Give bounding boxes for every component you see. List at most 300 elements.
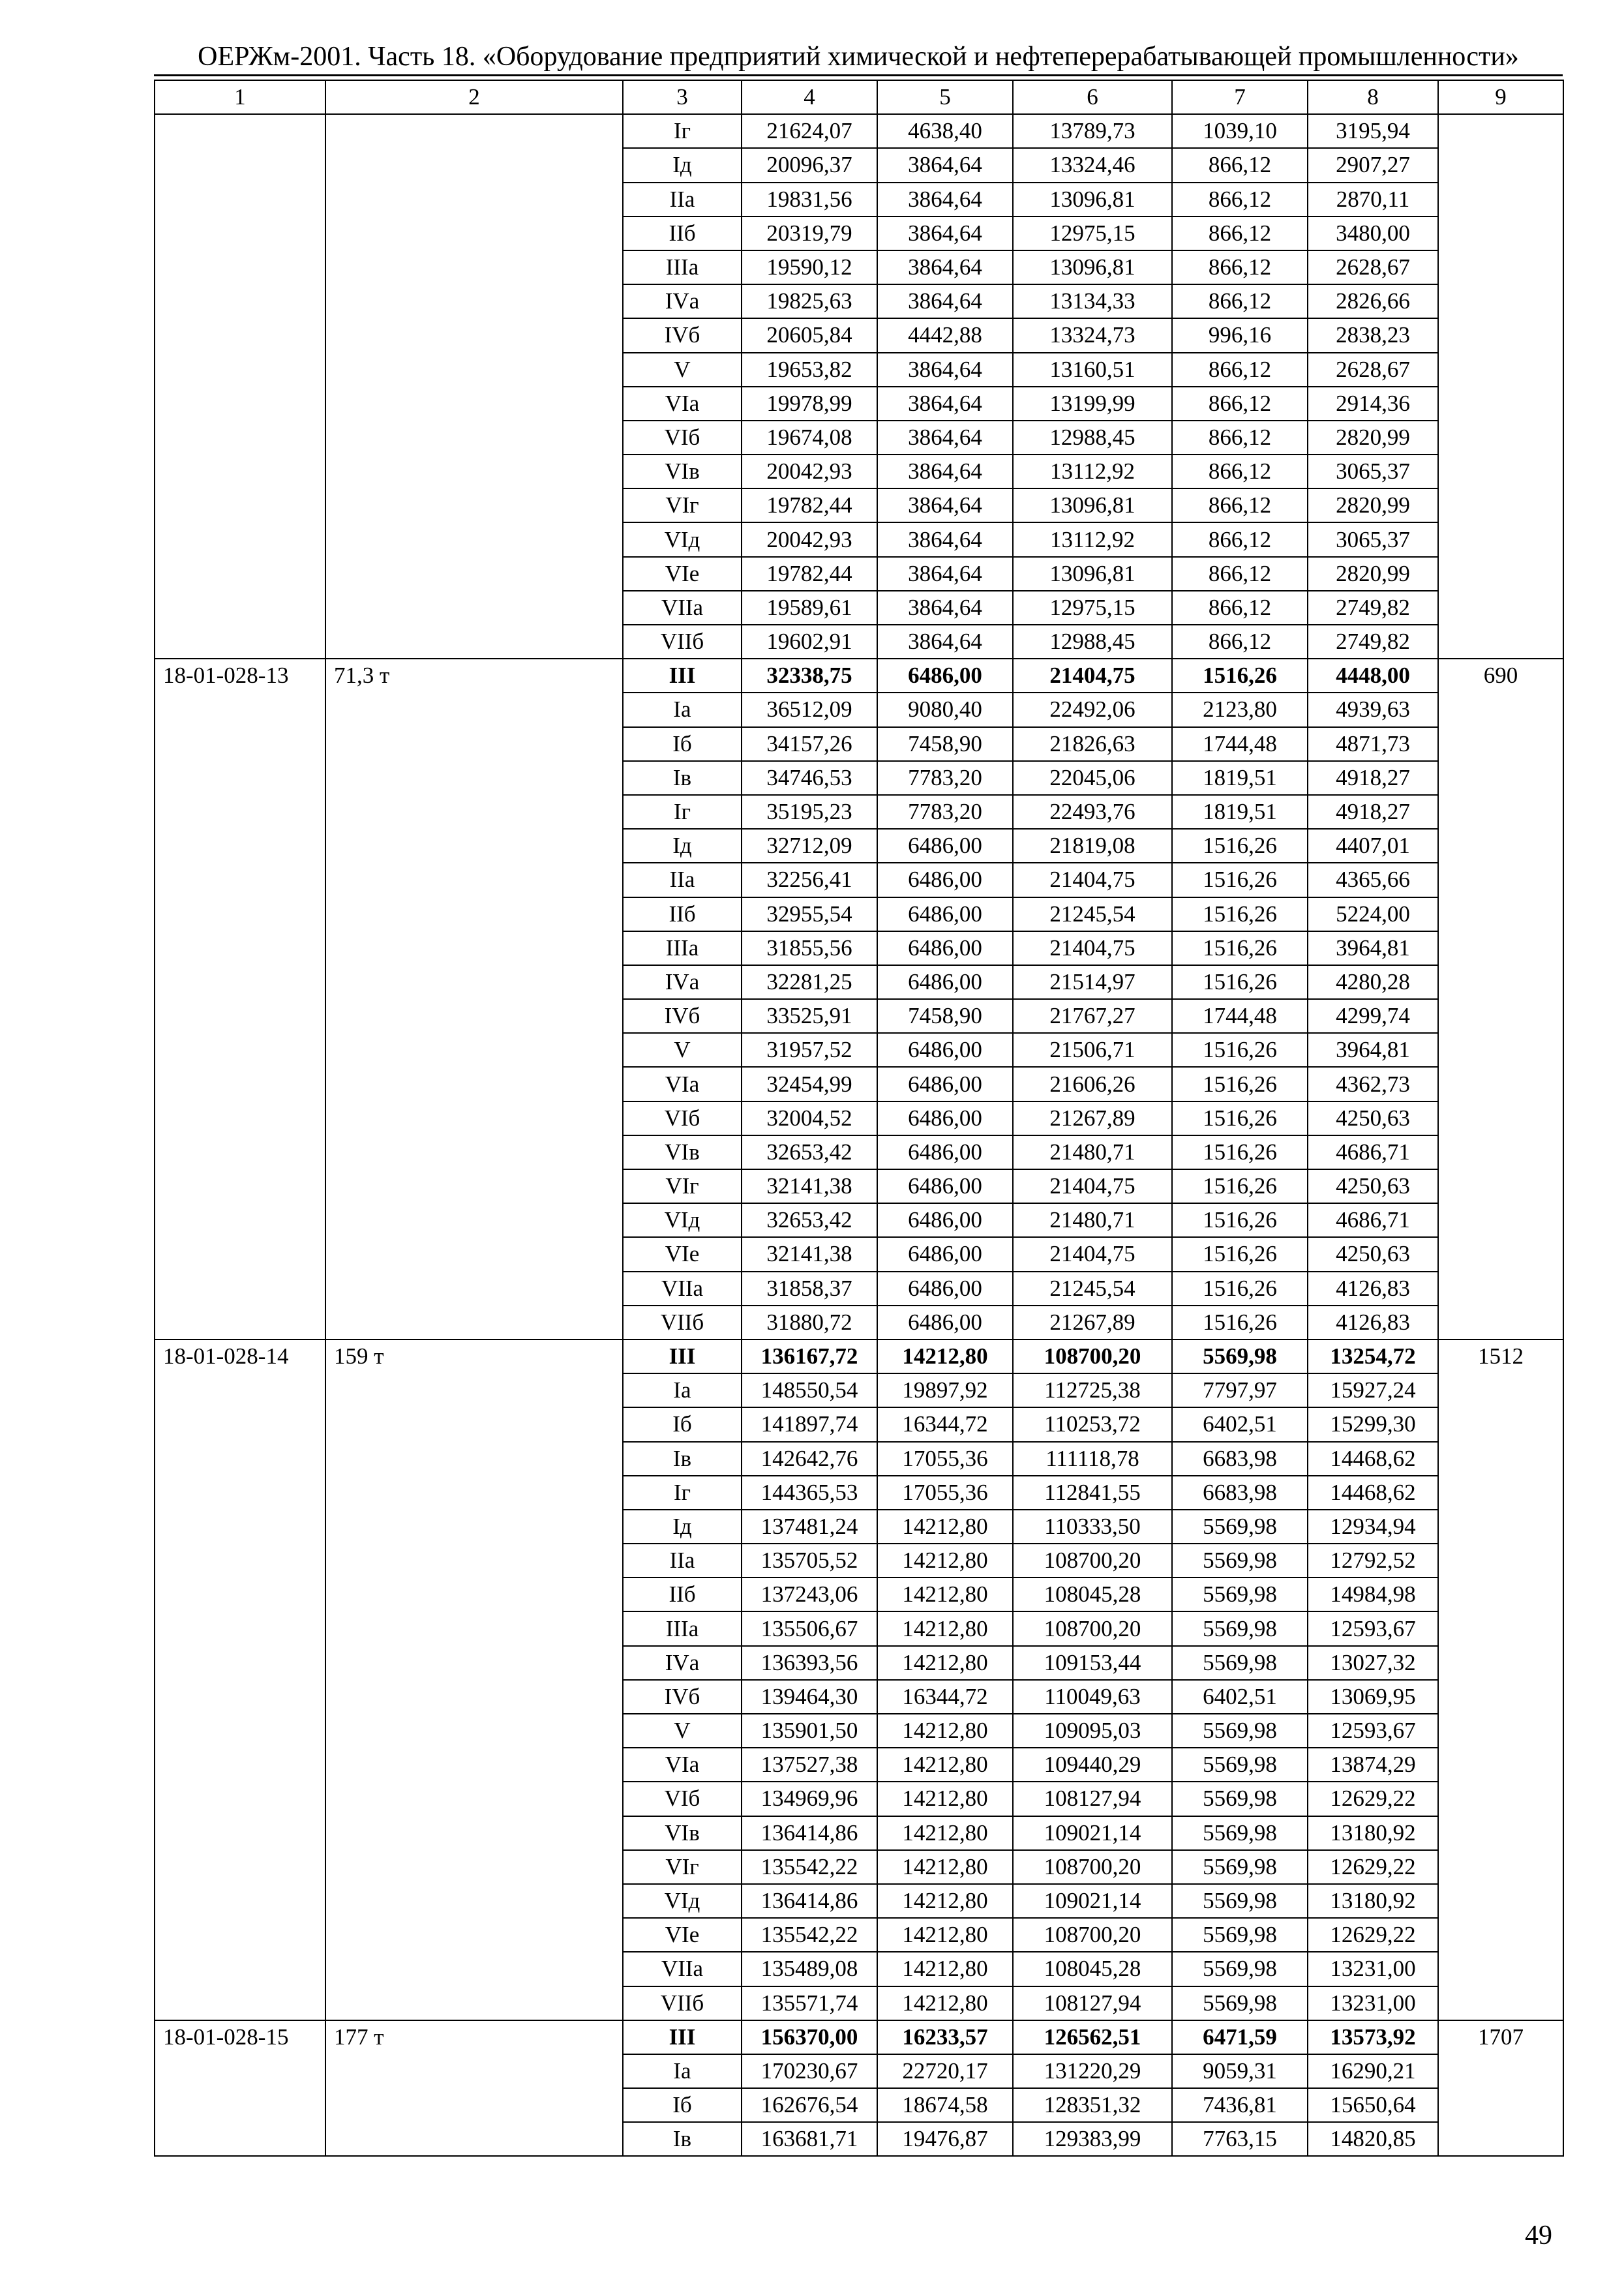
value-cell-col6: 13789,73 xyxy=(1013,114,1172,148)
value-cell-col6: 12975,15 xyxy=(1013,217,1172,250)
value-cell-col5: 3864,64 xyxy=(877,625,1013,659)
value-cell-col4: 31957,52 xyxy=(742,1033,877,1067)
value-cell-col8: 4365,66 xyxy=(1308,863,1438,897)
zone-class-cell: Iг xyxy=(623,114,742,148)
value-cell-col8: 15927,24 xyxy=(1308,1373,1438,1407)
value-cell-col6: 21404,75 xyxy=(1013,659,1172,693)
zone-class-cell: IIб xyxy=(623,1578,742,1611)
value-cell-col6: 21404,75 xyxy=(1013,863,1172,897)
value-cell-col4: 136414,86 xyxy=(742,1816,877,1850)
value-cell-col6: 112841,55 xyxy=(1013,1476,1172,1510)
value-cell-col4: 20096,37 xyxy=(742,148,877,182)
value-cell-col7: 866,12 xyxy=(1172,183,1308,217)
value-cell-col4: 19782,44 xyxy=(742,557,877,591)
zone-class-cell: VIIб xyxy=(623,1306,742,1339)
value-cell-col7: 2123,80 xyxy=(1172,693,1308,726)
value-cell-col4: 144365,53 xyxy=(742,1476,877,1510)
value-cell-col5: 14212,80 xyxy=(877,1986,1013,2020)
zone-class-cell: IIIа xyxy=(623,250,742,284)
value-cell-col8: 15299,30 xyxy=(1308,1407,1438,1441)
value-cell-col8: 4448,00 xyxy=(1308,659,1438,693)
value-cell-col4: 139464,30 xyxy=(742,1680,877,1714)
value-cell-col6: 112725,38 xyxy=(1013,1373,1172,1407)
value-cell-col7: 866,12 xyxy=(1172,625,1308,659)
value-cell-col5: 6486,00 xyxy=(877,1067,1013,1101)
value-cell-col5: 14212,80 xyxy=(877,1544,1013,1578)
value-cell-col6: 13096,81 xyxy=(1013,557,1172,591)
value-cell-col7: 866,12 xyxy=(1172,387,1308,421)
value-cell-col5: 7783,20 xyxy=(877,761,1013,795)
value-cell-col4: 141897,74 xyxy=(742,1407,877,1441)
value-cell-col4: 31855,56 xyxy=(742,931,877,965)
value-cell-col8: 14468,62 xyxy=(1308,1476,1438,1510)
value-cell-col5: 3864,64 xyxy=(877,387,1013,421)
value-cell-col6: 108127,94 xyxy=(1013,1986,1172,2020)
value-cell-col6: 126562,51 xyxy=(1013,2020,1172,2054)
zone-class-cell: Iб xyxy=(623,1407,742,1441)
table-row xyxy=(155,659,1563,693)
value-cell-col4: 32955,54 xyxy=(742,897,877,931)
value-cell-col8: 2820,99 xyxy=(1308,488,1438,522)
value-cell-col4: 134969,96 xyxy=(742,1782,877,1816)
zone-class-cell: IIб xyxy=(623,897,742,931)
value-cell-col6: 21267,89 xyxy=(1013,1101,1172,1135)
value-cell-col5: 14212,80 xyxy=(877,1646,1013,1680)
value-cell-col7: 866,12 xyxy=(1172,522,1308,556)
value-cell-col5: 7458,90 xyxy=(877,999,1013,1033)
value-cell-col4: 19602,91 xyxy=(742,625,877,659)
value-cell-col7: 6402,51 xyxy=(1172,1407,1308,1441)
zone-class-cell: VIд xyxy=(623,1884,742,1918)
value-cell-col5: 3864,64 xyxy=(877,250,1013,284)
value-cell-col5: 4442,88 xyxy=(877,318,1013,352)
value-cell-col8: 3964,81 xyxy=(1308,931,1438,965)
zone-class-cell: VIIб xyxy=(623,1986,742,2020)
value-cell-col7: 996,16 xyxy=(1172,318,1308,352)
zone-class-cell: IIа xyxy=(623,183,742,217)
table-row xyxy=(155,1339,1563,1373)
zone-class-cell: VIа xyxy=(623,1748,742,1782)
value-cell-col6: 13160,51 xyxy=(1013,353,1172,387)
value-cell-col7: 5569,98 xyxy=(1172,1578,1308,1611)
value-cell-col8: 2870,11 xyxy=(1308,183,1438,217)
value-cell-col7: 5569,98 xyxy=(1172,1816,1308,1850)
value-cell-col5: 17055,36 xyxy=(877,1476,1013,1510)
value-cell-col5: 6486,00 xyxy=(877,1033,1013,1067)
value-cell-col4: 31858,37 xyxy=(742,1272,877,1306)
value-cell-col8: 4939,63 xyxy=(1308,693,1438,726)
column-header: 3 xyxy=(623,80,742,114)
value-cell-col8: 13069,95 xyxy=(1308,1680,1438,1714)
value-cell-col7: 1516,26 xyxy=(1172,829,1308,863)
value-cell-col8: 13254,72 xyxy=(1308,1339,1438,1373)
value-cell-col8: 14468,62 xyxy=(1308,1442,1438,1476)
value-cell-col6: 13324,46 xyxy=(1013,148,1172,182)
value-cell-col4: 32004,52 xyxy=(742,1101,877,1135)
value-cell-col5: 14212,80 xyxy=(877,1782,1013,1816)
value-cell-col5: 17055,36 xyxy=(877,1442,1013,1476)
value-cell-col6: 128351,32 xyxy=(1013,2088,1172,2122)
value-cell-col5: 6486,00 xyxy=(877,829,1013,863)
col9-cell: 1707 xyxy=(1438,2020,1563,2157)
value-cell-col8: 12934,94 xyxy=(1308,1510,1438,1544)
value-cell-col8: 2820,99 xyxy=(1308,421,1438,455)
value-cell-col4: 148550,54 xyxy=(742,1373,877,1407)
zone-class-cell: VIа xyxy=(623,387,742,421)
value-cell-col7: 1516,26 xyxy=(1172,863,1308,897)
value-cell-col8: 2749,82 xyxy=(1308,625,1438,659)
value-cell-col8: 4280,28 xyxy=(1308,965,1438,999)
column-header: 9 xyxy=(1438,80,1563,114)
column-header: 2 xyxy=(325,80,623,114)
value-cell-col6: 108700,20 xyxy=(1013,1611,1172,1645)
value-cell-col7: 1516,26 xyxy=(1172,1237,1308,1271)
zone-class-cell: III xyxy=(623,659,742,693)
value-cell-col7: 866,12 xyxy=(1172,557,1308,591)
value-cell-col8: 15650,64 xyxy=(1308,2088,1438,2122)
value-cell-col4: 19674,08 xyxy=(742,421,877,455)
value-cell-col6: 129383,99 xyxy=(1013,2122,1172,2156)
value-cell-col4: 32653,42 xyxy=(742,1203,877,1237)
value-cell-col8: 2820,99 xyxy=(1308,557,1438,591)
value-cell-col6: 12988,45 xyxy=(1013,421,1172,455)
value-cell-col4: 34157,26 xyxy=(742,727,877,761)
value-cell-col5: 19897,92 xyxy=(877,1373,1013,1407)
value-cell-col6: 110049,63 xyxy=(1013,1680,1172,1714)
column-header: 1 xyxy=(155,80,325,114)
column-header: 5 xyxy=(877,80,1013,114)
value-cell-col6: 108700,20 xyxy=(1013,1339,1172,1373)
value-cell-col8: 4250,63 xyxy=(1308,1101,1438,1135)
value-cell-col4: 135506,67 xyxy=(742,1611,877,1645)
value-cell-col5: 14212,80 xyxy=(877,1816,1013,1850)
value-cell-col4: 32712,09 xyxy=(742,829,877,863)
value-cell-col8: 2838,23 xyxy=(1308,318,1438,352)
value-cell-col6: 21606,26 xyxy=(1013,1067,1172,1101)
value-cell-col6: 109153,44 xyxy=(1013,1646,1172,1680)
column-header: 6 xyxy=(1013,80,1172,114)
value-cell-col6: 21404,75 xyxy=(1013,1237,1172,1271)
value-cell-col4: 136414,86 xyxy=(742,1884,877,1918)
value-cell-col6: 108700,20 xyxy=(1013,1918,1172,1952)
value-cell-col5: 3864,64 xyxy=(877,284,1013,318)
item-code-cell: 18-01-028-14 xyxy=(155,1339,325,2020)
value-cell-col5: 3864,64 xyxy=(877,183,1013,217)
value-cell-col5: 6486,00 xyxy=(877,1101,1013,1135)
value-cell-col8: 16290,21 xyxy=(1308,2054,1438,2088)
value-cell-col4: 135542,22 xyxy=(742,1850,877,1884)
value-cell-col5: 3864,64 xyxy=(877,455,1013,488)
zone-class-cell: IIIа xyxy=(623,931,742,965)
value-cell-col7: 5569,98 xyxy=(1172,1884,1308,1918)
value-cell-col6: 110253,72 xyxy=(1013,1407,1172,1441)
value-cell-col5: 3864,64 xyxy=(877,217,1013,250)
zone-class-cell: V xyxy=(623,1714,742,1748)
value-cell-col8: 12593,67 xyxy=(1308,1611,1438,1645)
value-cell-col8: 3065,37 xyxy=(1308,455,1438,488)
value-cell-col8: 5224,00 xyxy=(1308,897,1438,931)
value-cell-col7: 5569,98 xyxy=(1172,1952,1308,1986)
value-cell-col7: 1516,26 xyxy=(1172,1067,1308,1101)
value-cell-col5: 22720,17 xyxy=(877,2054,1013,2088)
value-cell-col5: 3864,64 xyxy=(877,353,1013,387)
value-cell-col4: 163681,71 xyxy=(742,2122,877,2156)
value-cell-col8: 12629,22 xyxy=(1308,1782,1438,1816)
value-cell-col8: 2628,67 xyxy=(1308,353,1438,387)
value-cell-col8: 2749,82 xyxy=(1308,591,1438,625)
value-cell-col6: 13112,92 xyxy=(1013,455,1172,488)
zone-class-cell: VIг xyxy=(623,1169,742,1203)
value-cell-col8: 13231,00 xyxy=(1308,1952,1438,1986)
value-cell-col4: 137481,24 xyxy=(742,1510,877,1544)
value-cell-col4: 19590,12 xyxy=(742,250,877,284)
zone-class-cell: IVб xyxy=(623,999,742,1033)
zone-class-cell: Iв xyxy=(623,1442,742,1476)
value-cell-col4: 142642,76 xyxy=(742,1442,877,1476)
zone-class-cell: VIв xyxy=(623,455,742,488)
zone-class-cell: VIIа xyxy=(623,1952,742,1986)
value-cell-col5: 6486,00 xyxy=(877,897,1013,931)
value-cell-col8: 3964,81 xyxy=(1308,1033,1438,1067)
zone-class-cell: Iг xyxy=(623,795,742,829)
value-cell-col5: 14212,80 xyxy=(877,1714,1013,1748)
zone-class-cell: Iа xyxy=(623,693,742,726)
value-cell-col7: 1516,26 xyxy=(1172,1272,1308,1306)
item-code-cell: 18-01-028-15 xyxy=(155,2020,325,2157)
value-cell-col4: 20042,93 xyxy=(742,455,877,488)
value-cell-col6: 22493,76 xyxy=(1013,795,1172,829)
value-cell-col7: 1516,26 xyxy=(1172,931,1308,965)
value-cell-col6: 21245,54 xyxy=(1013,897,1172,931)
value-cell-col6: 21819,08 xyxy=(1013,829,1172,863)
value-cell-col6: 21480,71 xyxy=(1013,1135,1172,1169)
zone-class-cell: VIIа xyxy=(623,1272,742,1306)
value-cell-col7: 1516,26 xyxy=(1172,1169,1308,1203)
value-cell-col7: 1744,48 xyxy=(1172,999,1308,1033)
zone-class-cell: IVа xyxy=(623,1646,742,1680)
zone-class-cell: III xyxy=(623,2020,742,2054)
zone-class-cell: VIв xyxy=(623,1135,742,1169)
value-cell-col7: 866,12 xyxy=(1172,488,1308,522)
zone-class-cell: VIIб xyxy=(623,625,742,659)
value-cell-col5: 6486,00 xyxy=(877,1306,1013,1339)
value-cell-col5: 3864,64 xyxy=(877,421,1013,455)
value-cell-col5: 18674,58 xyxy=(877,2088,1013,2122)
value-cell-col7: 5569,98 xyxy=(1172,1748,1308,1782)
value-cell-col7: 5569,98 xyxy=(1172,1339,1308,1373)
col9-cell: 1512 xyxy=(1438,1339,1563,2020)
value-cell-col5: 7783,20 xyxy=(877,795,1013,829)
value-cell-col7: 1516,26 xyxy=(1172,897,1308,931)
zone-class-cell: VIд xyxy=(623,1203,742,1237)
value-cell-col6: 108045,28 xyxy=(1013,1952,1172,1986)
value-cell-col6: 110333,50 xyxy=(1013,1510,1172,1544)
value-cell-col8: 13231,00 xyxy=(1308,1986,1438,2020)
value-cell-col7: 5569,98 xyxy=(1172,1510,1308,1544)
value-cell-col7: 1516,26 xyxy=(1172,659,1308,693)
value-cell-col4: 34746,53 xyxy=(742,761,877,795)
value-cell-col8: 4918,27 xyxy=(1308,761,1438,795)
value-cell-col7: 7436,81 xyxy=(1172,2088,1308,2122)
value-cell-col7: 1819,51 xyxy=(1172,795,1308,829)
item-code-cell: 18-01-028-13 xyxy=(155,659,325,1339)
value-cell-col8: 4126,83 xyxy=(1308,1306,1438,1339)
zone-class-cell: Iа xyxy=(623,1373,742,1407)
value-cell-col8: 4918,27 xyxy=(1308,795,1438,829)
value-cell-col8: 12792,52 xyxy=(1308,1544,1438,1578)
value-cell-col4: 137243,06 xyxy=(742,1578,877,1611)
value-cell-col6: 21267,89 xyxy=(1013,1306,1172,1339)
zone-class-cell: IIа xyxy=(623,1544,742,1578)
zone-class-cell: Iв xyxy=(623,2122,742,2156)
value-cell-col8: 13027,32 xyxy=(1308,1646,1438,1680)
value-cell-col4: 135571,74 xyxy=(742,1986,877,2020)
value-cell-col6: 12988,45 xyxy=(1013,625,1172,659)
value-cell-col7: 866,12 xyxy=(1172,217,1308,250)
value-cell-col7: 6402,51 xyxy=(1172,1680,1308,1714)
value-cell-col5: 14212,80 xyxy=(877,1748,1013,1782)
value-cell-col5: 3864,64 xyxy=(877,148,1013,182)
value-cell-col6: 21826,63 xyxy=(1013,727,1172,761)
value-cell-col7: 866,12 xyxy=(1172,148,1308,182)
value-cell-col6: 21480,71 xyxy=(1013,1203,1172,1237)
value-cell-col4: 137527,38 xyxy=(742,1748,877,1782)
value-cell-col4: 36512,09 xyxy=(742,693,877,726)
value-cell-col4: 32454,99 xyxy=(742,1067,877,1101)
value-cell-col4: 136167,72 xyxy=(742,1339,877,1373)
value-cell-col5: 16344,72 xyxy=(877,1680,1013,1714)
zone-class-cell: Iг xyxy=(623,1476,742,1510)
col9-cell: 690 xyxy=(1438,659,1563,1339)
value-cell-col6: 13199,99 xyxy=(1013,387,1172,421)
zone-class-cell: Iв xyxy=(623,761,742,795)
value-cell-col7: 1516,26 xyxy=(1172,1306,1308,1339)
value-cell-col4: 19782,44 xyxy=(742,488,877,522)
value-cell-col5: 6486,00 xyxy=(877,1272,1013,1306)
value-cell-col7: 1516,26 xyxy=(1172,1203,1308,1237)
table-row xyxy=(155,2020,1563,2054)
value-cell-col8: 13180,92 xyxy=(1308,1884,1438,1918)
zone-class-cell: V xyxy=(623,1033,742,1067)
value-cell-col7: 1516,26 xyxy=(1172,965,1308,999)
value-cell-col7: 5569,98 xyxy=(1172,1646,1308,1680)
value-cell-col6: 131220,29 xyxy=(1013,2054,1172,2088)
page-header-title: ОЕРЖм-2001. Часть 18. «Оборудование предприятий химической и нефтеперерабатывающей промышленности» xyxy=(198,42,1519,72)
value-cell-col5: 6486,00 xyxy=(877,965,1013,999)
zone-class-cell: VIIа xyxy=(623,591,742,625)
value-cell-col5: 3864,64 xyxy=(877,522,1013,556)
zone-class-cell: Iд xyxy=(623,1510,742,1544)
value-cell-col6: 12975,15 xyxy=(1013,591,1172,625)
column-header: 8 xyxy=(1308,80,1438,114)
value-cell-col4: 33525,91 xyxy=(742,999,877,1033)
value-cell-col8: 4250,63 xyxy=(1308,1169,1438,1203)
value-cell-col6: 22045,06 xyxy=(1013,761,1172,795)
value-cell-col7: 1819,51 xyxy=(1172,761,1308,795)
value-cell-col6: 21514,97 xyxy=(1013,965,1172,999)
value-cell-col8: 4686,71 xyxy=(1308,1135,1438,1169)
value-cell-col5: 14212,80 xyxy=(877,1339,1013,1373)
zone-class-cell: IVа xyxy=(623,965,742,999)
value-cell-col7: 5569,98 xyxy=(1172,1714,1308,1748)
column-header: 4 xyxy=(742,80,877,114)
value-cell-col5: 6486,00 xyxy=(877,1203,1013,1237)
value-cell-col7: 6683,98 xyxy=(1172,1442,1308,1476)
value-cell-col4: 19978,99 xyxy=(742,387,877,421)
value-cell-col8: 4126,83 xyxy=(1308,1272,1438,1306)
zone-class-cell: III xyxy=(623,1339,742,1373)
value-cell-col7: 866,12 xyxy=(1172,250,1308,284)
value-cell-col4: 32256,41 xyxy=(742,863,877,897)
column-header: 7 xyxy=(1172,80,1308,114)
value-cell-col4: 35195,23 xyxy=(742,795,877,829)
value-cell-col5: 7458,90 xyxy=(877,727,1013,761)
value-cell-col6: 109021,14 xyxy=(1013,1816,1172,1850)
price-table xyxy=(154,80,1564,2157)
value-cell-col4: 31880,72 xyxy=(742,1306,877,1339)
value-cell-col4: 32281,25 xyxy=(742,965,877,999)
value-cell-col4: 21624,07 xyxy=(742,114,877,148)
value-cell-col5: 3864,64 xyxy=(877,557,1013,591)
value-cell-col5: 19476,87 xyxy=(877,2122,1013,2156)
value-cell-col6: 13096,81 xyxy=(1013,183,1172,217)
value-cell-col5: 3864,64 xyxy=(877,488,1013,522)
item-mass-cell: 159 т xyxy=(325,1339,623,2020)
value-cell-col5: 14212,80 xyxy=(877,1611,1013,1645)
value-cell-col4: 20605,84 xyxy=(742,318,877,352)
zone-class-cell: Iа xyxy=(623,2054,742,2088)
value-cell-col8: 4407,01 xyxy=(1308,829,1438,863)
value-cell-col4: 135542,22 xyxy=(742,1918,877,1952)
value-cell-col4: 20042,93 xyxy=(742,522,877,556)
value-cell-col6: 108127,94 xyxy=(1013,1782,1172,1816)
value-cell-col7: 9059,31 xyxy=(1172,2054,1308,2088)
value-cell-col6: 108700,20 xyxy=(1013,1544,1172,1578)
value-cell-col4: 32338,75 xyxy=(742,659,877,693)
value-cell-col6: 13112,92 xyxy=(1013,522,1172,556)
value-cell-col4: 135705,52 xyxy=(742,1544,877,1578)
value-cell-col8: 13573,92 xyxy=(1308,2020,1438,2054)
value-cell-col7: 5569,98 xyxy=(1172,1986,1308,2020)
table-body xyxy=(155,114,1563,2156)
value-cell-col7: 7797,97 xyxy=(1172,1373,1308,1407)
value-cell-col5: 16233,57 xyxy=(877,2020,1013,2054)
value-cell-col6: 13096,81 xyxy=(1013,488,1172,522)
value-cell-col8: 3195,94 xyxy=(1308,114,1438,148)
zone-class-cell: Iб xyxy=(623,2088,742,2122)
zone-class-cell: VIв xyxy=(623,1816,742,1850)
value-cell-col7: 7763,15 xyxy=(1172,2122,1308,2156)
value-cell-col6: 109021,14 xyxy=(1013,1884,1172,1918)
value-cell-col7: 866,12 xyxy=(1172,284,1308,318)
value-cell-col8: 2628,67 xyxy=(1308,250,1438,284)
zone-class-cell: Iд xyxy=(623,148,742,182)
value-cell-col5: 14212,80 xyxy=(877,1952,1013,1986)
value-cell-col7: 5569,98 xyxy=(1172,1544,1308,1578)
value-cell-col5: 6486,00 xyxy=(877,863,1013,897)
value-cell-col7: 5569,98 xyxy=(1172,1611,1308,1645)
value-cell-col5: 6486,00 xyxy=(877,1169,1013,1203)
value-cell-col6: 22492,06 xyxy=(1013,693,1172,726)
value-cell-col8: 4362,73 xyxy=(1308,1067,1438,1101)
value-cell-col5: 6486,00 xyxy=(877,659,1013,693)
value-cell-col4: 135489,08 xyxy=(742,1952,877,1986)
value-cell-col8: 12593,67 xyxy=(1308,1714,1438,1748)
zone-class-cell: IVб xyxy=(623,1680,742,1714)
zone-class-cell: Iд xyxy=(623,829,742,863)
value-cell-col7: 1516,26 xyxy=(1172,1101,1308,1135)
value-cell-col8: 2907,27 xyxy=(1308,148,1438,182)
